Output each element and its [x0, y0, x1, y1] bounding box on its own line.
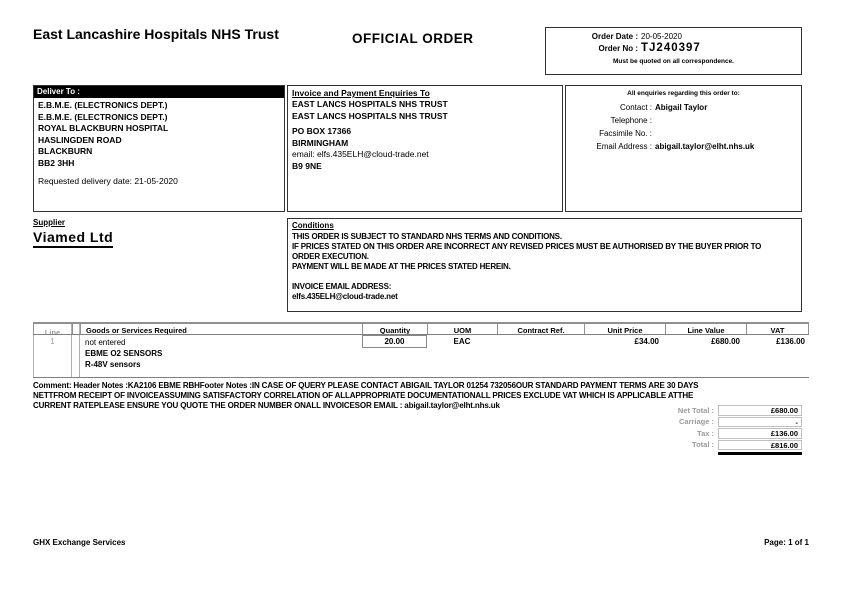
email-address-value: abigail.taylor@elht.nhs.uk	[655, 142, 755, 151]
totals-block	[560, 405, 802, 455]
order-no-value: TJ240397	[641, 42, 701, 54]
net-total-value: £680.00	[718, 405, 802, 416]
col-header-spacer	[72, 324, 80, 334]
total-rule	[718, 452, 802, 455]
col-header-goods: Goods or Services Required	[80, 324, 362, 334]
comment-line: Comment: Header Notes :KA2106 EBME RBHFooter Notes :IN CASE OF QUERY PLEASE CONTACT ABIGAIL TAYLOR 01254 732056OUR STANDARD PAYMENT TERMS ARE 30 DAYS	[33, 381, 699, 390]
invoice-line: PO BOX 17366	[292, 126, 352, 136]
row-vat: £136.00	[776, 337, 805, 346]
col-header-line: Line	[33, 324, 72, 334]
conditions-box	[287, 218, 802, 312]
enquiries-contact-box	[565, 85, 802, 212]
facsimile-value	[655, 127, 801, 140]
row-goods-description	[80, 335, 362, 377]
email-address-label: Email Address :	[596, 142, 652, 151]
comment-line: CURRENT RATEPLEASE ENSURE YOU QUOTE THE ORDER NUMBER ONALL INVOICESOR EMAIL : abigail.taylor@elht.nhs.uk	[33, 401, 500, 410]
deliver-to-header: Deliver To :	[34, 86, 284, 98]
deliver-line: BLACKBURN	[38, 146, 93, 156]
telephone-value	[655, 114, 801, 127]
page-number: Page: 1 of 1	[764, 538, 809, 547]
conditions-line: INVOICE EMAIL ADDRESS:	[292, 282, 392, 291]
grand-total-value: £816.00	[718, 440, 802, 451]
row-uom: EAC	[453, 337, 471, 346]
tax-value: £136.00	[718, 428, 802, 439]
carriage-value: -	[718, 417, 802, 428]
contact-value: Abigail Taylor	[655, 103, 708, 112]
requested-delivery-date: Requested delivery date: 21-05-2020	[38, 176, 178, 186]
telephone-label: Telephone :	[610, 116, 652, 125]
invoice-postcode: B9 9NE	[292, 160, 322, 171]
table-row	[33, 335, 809, 377]
row-line-value: £680.00	[711, 337, 740, 346]
conditions-line: THIS ORDER IS SUBJECT TO STANDARD NHS TERMS AND CONDITIONS.	[292, 232, 562, 241]
supplier-label: Supplier	[33, 218, 66, 227]
col-header-line-value: Line Value	[665, 324, 746, 334]
deliver-to-box	[33, 85, 285, 212]
invoice-enquiries-box	[287, 85, 563, 212]
description-line: EBME O2 SENSORS	[85, 349, 163, 358]
invoice-enquiries-title: Invoice and Payment Enquiries To	[292, 88, 430, 98]
description-line: R-48V sensors	[85, 360, 141, 369]
order-note: Must be quoted on all correspondence.	[613, 58, 734, 65]
order-no-label: Order No :	[598, 44, 638, 53]
col-header-vat: VAT	[746, 324, 809, 334]
contact-label: Contact :	[619, 103, 652, 112]
deliver-line: HASLINGDEN ROAD	[38, 134, 122, 145]
col-header-contract-ref: Contract Ref.	[497, 324, 584, 334]
deliver-line: ROYAL BLACKBURN HOSPITAL	[38, 123, 169, 133]
conditions-title: Conditions	[292, 221, 334, 230]
deliver-line: E.B.M.E. (ELECTRONICS DEPT.)	[38, 111, 168, 122]
row-line-number: 1	[33, 335, 72, 377]
order-date-label: Order Date :	[591, 32, 638, 41]
document-title: OFFICIAL ORDER	[352, 31, 474, 46]
net-total-label: Net Total :	[677, 405, 714, 415]
invoice-email: email: elfs.435ELH@cloud-trade.net	[292, 149, 429, 159]
order-lines-table	[33, 322, 809, 378]
col-header-quantity: Quantity	[362, 324, 427, 334]
description-line: not entered	[85, 338, 126, 347]
enquiries-heading: All enquiries regarding this order to:	[627, 90, 740, 97]
org-title: East Lancashire Hospitals NHS Trust	[33, 26, 279, 42]
supplier-name: Viamed Ltd	[33, 229, 113, 248]
invoice-line: EAST LANCS HOSPITALS NHS TRUST	[292, 110, 448, 121]
invoice-line: BIRMINGHAM	[292, 137, 349, 148]
conditions-line: IF PRICES STATED ON THIS ORDER ARE INCORRECT ANY REVISED PRICES MUST BE AUTHORISED BY THE BUYER PRIOR TO	[292, 242, 762, 251]
deliver-line: BB2 3HH	[38, 157, 75, 168]
grand-total-label: Total :	[692, 440, 714, 450]
deliver-line: E.B.M.E. (ELECTRONICS DEPT.)	[38, 100, 168, 110]
col-header-uom: UOM	[427, 324, 497, 334]
row-quantity-cell	[362, 335, 427, 377]
conditions-invoice-email: elfs.435ELH@cloud-trade.net	[292, 292, 398, 301]
table-header-row	[33, 322, 809, 335]
comment-line: NETTFROM RECEIPT OF INVOICEASSUMING SATISFACTORY CORRELATION OF ALLAPPROPRIATE DOCUMENTATIONALL PRICES EXCLUDE VAT WHICH IS APPLICABLE ATTHE	[33, 391, 694, 400]
col-header-unit-price: Unit Price	[584, 324, 665, 334]
row-quantity-value: 20.00	[362, 335, 427, 348]
row-contract-ref	[497, 335, 584, 377]
conditions-line: ORDER EXECUTION.	[292, 252, 369, 261]
tax-label: Tax :	[697, 428, 714, 438]
row-spacer-cell	[72, 335, 80, 377]
order-info-box	[545, 27, 802, 75]
carriage-label: Carriage :	[678, 417, 714, 427]
footer-service-name: GHX Exchange Services	[33, 538, 126, 547]
facsimile-label: Facsimile No. :	[599, 129, 652, 138]
invoice-line: EAST LANCS HOSPITALS NHS TRUST	[292, 99, 448, 109]
order-date-value: 20-05-2020	[641, 32, 682, 41]
conditions-blank-line	[292, 272, 797, 282]
row-unit-price: £34.00	[634, 337, 659, 346]
conditions-line: PAYMENT WILL BE MADE AT THE PRICES STATED HEREIN.	[292, 262, 511, 271]
